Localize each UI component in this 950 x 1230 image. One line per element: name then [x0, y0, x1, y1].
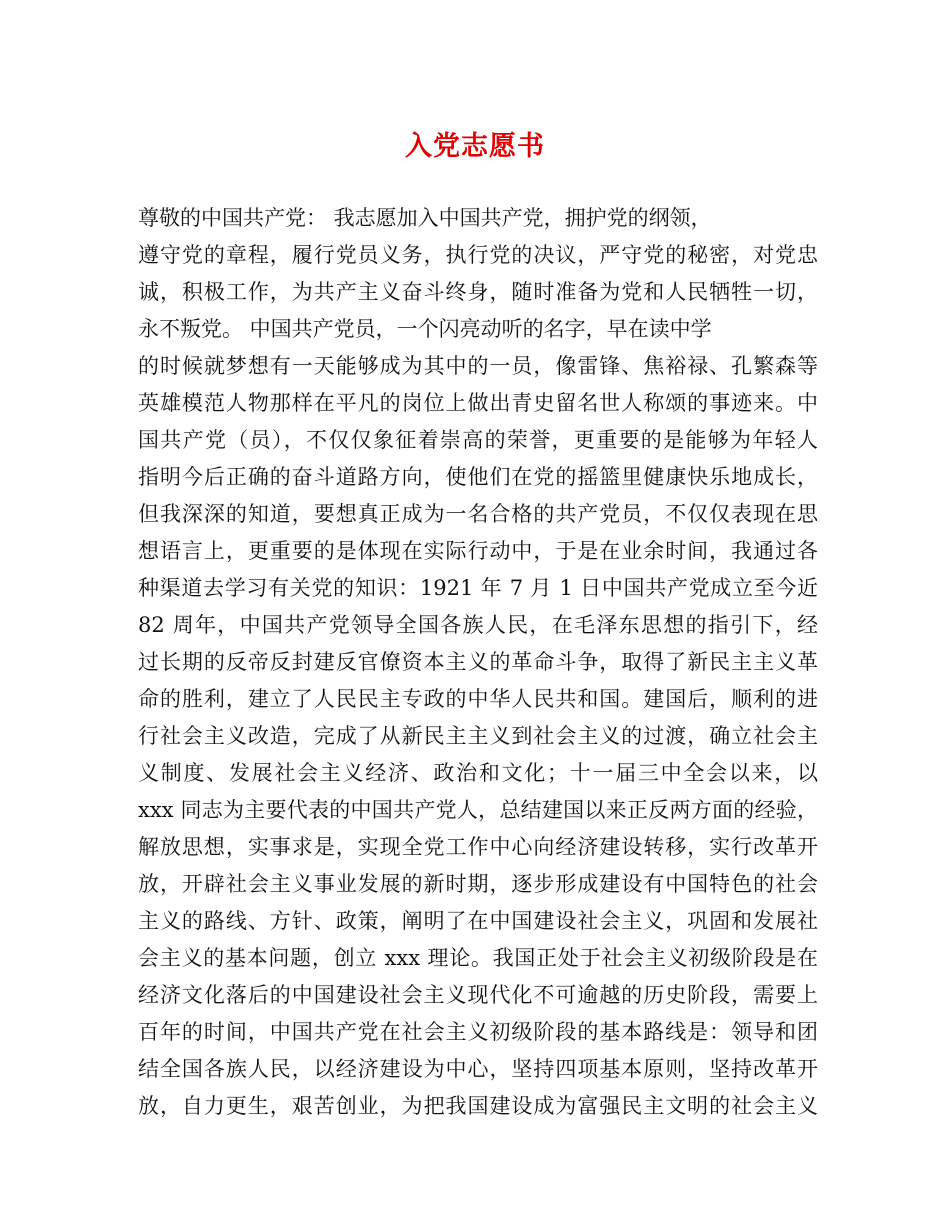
body-line: 会主义的基本问题，创立 xxx 理论。我国正处于社会主义初级阶段是在 — [138, 946, 818, 970]
body-line: 行社会主义改造，完成了从新民主主义到社会主义的过渡，确立社会主 — [138, 724, 818, 748]
body-line: 解放思想，实事求是，实现全党工作中心向经济建设转移，实行改革开 — [138, 835, 818, 859]
body-line: 义制度、发展社会主义经济、政治和文化；十一届三中全会以来，以 — [138, 761, 818, 785]
document-body — [138, 200, 818, 1125]
body-line: 诚，积极工作，为共产主义奋斗终身，随时准备为党和人民牺牲一切， — [138, 280, 818, 304]
body-line: 的时候就梦想有一天能够成为其中的一员，像雷锋、焦裕禄、孔繁森等 — [138, 354, 818, 378]
body-line: 指明今后正确的奋斗道路方向，使他们在党的摇篮里健康快乐地成长， — [138, 465, 818, 489]
body-line: 82 周年，中国共产党领导全国各族人民，在毛泽东思想的指引下，经 — [138, 613, 818, 637]
body-line: 主义的路线、方针、政策，阐明了在中国建设社会主义，巩固和发展社 — [138, 909, 818, 933]
body-line: 过长期的反帝反封建反官僚资本主义的革命斗争，取得了新民主主义革 — [138, 650, 818, 674]
body-line: 尊敬的中国共产党： 我志愿加入中国共产党，拥护党的纲领， — [138, 206, 712, 230]
body-line: 百年的时间，中国共产党在社会主义初级阶段的基本路线是：领导和团 — [138, 1020, 818, 1044]
body-line: 经济文化落后的中国建设社会主义现代化不可逾越的历史阶段，需要上 — [138, 983, 818, 1007]
body-line: 命的胜利，建立了人民民主专政的中华人民共和国。建国后，顺利的进 — [138, 687, 818, 711]
document-title: 入党志愿书 — [405, 131, 545, 162]
body-line: xxx 同志为主要代表的中国共产党人，总结建国以来正反两方面的经验， — [138, 798, 818, 822]
body-line: 但我深深的知道，要想真正成为一名合格的共产党员，不仅仅表现在思 — [138, 502, 818, 526]
body-line: 英雄模范人物那样在平凡的岗位上做出青史留名世人称颂的事迹来。中 — [138, 391, 818, 415]
body-line: 国共产党（员），不仅仅象征着崇高的荣誉，更重要的是能够为年轻人 — [138, 428, 818, 452]
body-line: 放，自力更生，艰苦创业，为把我国建设成为富强民主文明的社会主义 — [138, 1094, 818, 1118]
body-line: 永不叛党。 中国共产党员，一个闪亮动听的名字，早在读中学 — [138, 317, 712, 341]
body-line: 想语言上，更重要的是体现在实际行动中，于是在业余时间，我通过各 — [138, 539, 818, 563]
body-line: 结全国各族人民，以经济建设为中心，坚持四项基本原则，坚持改革开 — [138, 1057, 818, 1081]
body-line: 放，开辟社会主义事业发展的新时期，逐步形成建设有中国特色的社会 — [138, 872, 818, 896]
body-line: 种渠道去学习有关党的知识：1921 年 7 月 1 日中国共产党成立至今近 — [138, 576, 818, 600]
body-line: 遵守党的章程，履行党员义务，执行党的决议，严守党的秘密，对党忠 — [138, 243, 818, 267]
